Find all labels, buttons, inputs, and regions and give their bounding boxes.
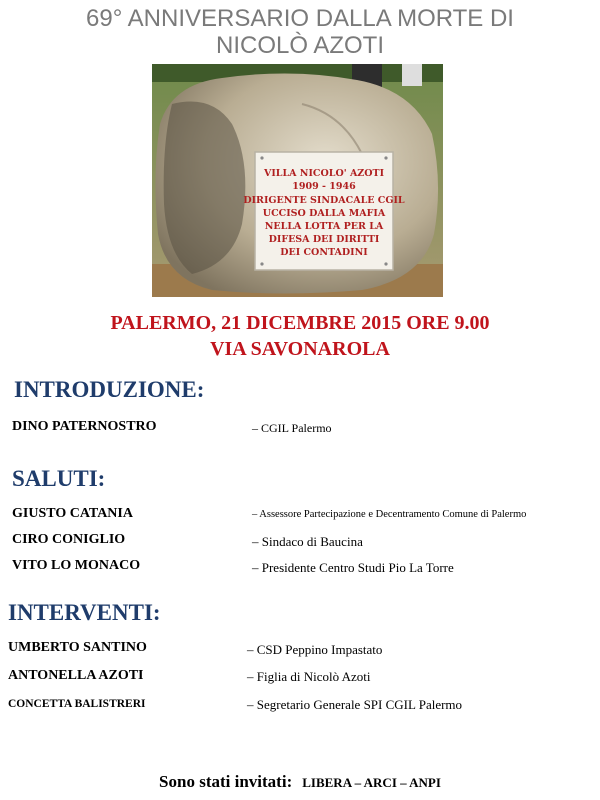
- event-date-line: PALERMO, 21 DICEMBRE 2015 ORE 9.00: [110, 312, 490, 334]
- speaker-role: – Assessore Partecipazione e Decentramento Comune di Palermo: [252, 509, 527, 520]
- plaque-line-3: DIRIGENTE SINDACALE CGIL: [243, 195, 405, 206]
- title-line-1: 69° ANNIVERSARIO DALLA MORTE DI: [86, 5, 514, 32]
- invited-label: Sono stati invitati:: [159, 772, 293, 791]
- memorial-stone-photo: [152, 64, 443, 297]
- plaque: [243, 152, 405, 270]
- speaker-name: ANTONELLA AZOTI: [8, 668, 144, 683]
- section-heading-saluti: SALUTI:: [12, 466, 106, 491]
- plaque-line-4: UCCISO DALLA MAFIA: [262, 208, 386, 219]
- section-heading-interventi: INTERVENTI:: [8, 600, 161, 625]
- plaque-line-6: DIFESA DEI DIRITTI: [268, 234, 380, 245]
- title-line-2: NICOLÒ AZOTI: [215, 32, 385, 59]
- plaque-line-2: 1909 - 1946: [292, 181, 356, 192]
- speaker-role: – CGIL Palermo: [252, 421, 332, 435]
- invited-line: [0, 772, 600, 792]
- speaker-name: CONCETTA BALISTRERI: [8, 698, 146, 710]
- speaker-name: UMBERTO SANTINO: [8, 640, 147, 655]
- speaker-name: VITO LO MONACO: [12, 558, 141, 573]
- speaker-role: – Presidente Centro Studi Pio La Torre: [252, 560, 454, 575]
- plaque-line-5: NELLA LOTTA PER LA: [264, 221, 384, 232]
- speaker-role: – Figlia di Nicolò Azoti: [247, 669, 371, 684]
- section-heading-introduzione: INTRODUZIONE:: [14, 377, 205, 402]
- plaque-line-1: VILLA NICOLO' AZOTI: [263, 168, 385, 179]
- plaque-line-7: DEI CONTADINI: [280, 247, 368, 258]
- speaker-role: – CSD Peppino Impastato: [247, 642, 383, 657]
- speaker-name: GIUSTO CATANIA: [12, 506, 133, 521]
- speaker-role: – Segretario Generale SPI CGIL Palermo: [247, 697, 463, 712]
- invited-names: LIBERA – ARCI – ANPI: [302, 775, 441, 790]
- speaker-role: – Sindaco di Baucina: [252, 534, 363, 549]
- speaker-name: DINO PATERNOSTRO: [12, 419, 157, 434]
- event-place-line: VIA SAVONAROLA: [210, 338, 390, 360]
- speaker-name: CIRO CONIGLIO: [12, 532, 126, 547]
